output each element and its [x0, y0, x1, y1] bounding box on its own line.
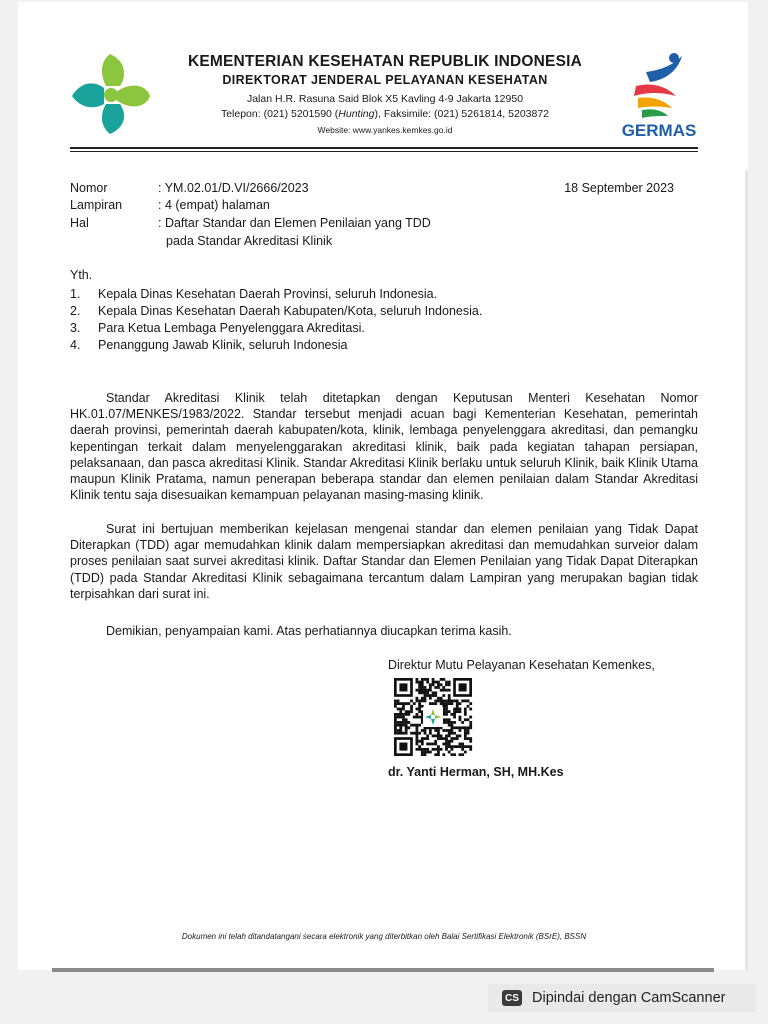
letterhead-website: Website: www.yankes.kemkes.go.id — [317, 125, 453, 135]
phone-text: Telepon: (021) 5201590 ( — [220, 108, 339, 120]
closing-sentence: Demikian, penyampaian kami. Atas perhatiannya diucapkan terima kasih. — [106, 624, 512, 638]
recipient-item — [70, 287, 437, 301]
recipient-item — [70, 338, 347, 352]
recipient-number: 4. — [70, 338, 81, 352]
electronic-signature-note: Dokumen ini telah ditandatangani secara elektronik yang diterbitkan oleh Balai Sertifikasi Elektronik (BSrE), BSSN — [181, 932, 587, 941]
camscanner-icon: CS — [502, 990, 522, 1006]
camscanner-badge — [488, 984, 756, 1012]
qr-code-signature-icon — [392, 678, 474, 756]
salutation: Yth. — [70, 268, 93, 282]
recipient-text: Kepala Dinas Kesehatan Daerah Provinsi, seluruh Indonesia. — [98, 287, 438, 301]
recipient-number: 2. — [70, 304, 81, 318]
label-lampiran: Lampiran — [70, 198, 123, 212]
letterhead-rule — [70, 147, 698, 149]
value-hal-line2: pada Standar Akreditasi Klinik — [166, 234, 333, 248]
recipient-number: 3. — [70, 321, 81, 335]
signatory-name: dr. Yanti Herman, SH, MH.Kes — [388, 765, 564, 779]
label-nomor: Nomor — [70, 181, 108, 195]
recipient-text: Para Ketua Lembaga Penyelenggara Akreditasi. — [98, 321, 365, 335]
page-bottom-bar — [52, 968, 714, 972]
letterhead-ministry: KEMENTERIAN KESEHATAN REPUBLIK INDONESIA — [187, 53, 583, 70]
value-nomor: : YM.02.01/D.VI/2666/2023 — [158, 181, 309, 195]
kemenkes-logo-icon — [70, 52, 152, 136]
body-paragraph-2: Surat ini bertujuan memberikan kejelasan mengenai standar dan elemen penilaian yang Tidak Dapat Diterapkan (TDD) agar memudahkan klinik dalam mempersiapkan akreditasi dan memudahkan surveior dalam proses penilaian saat survei akreditasi klinik. Daftar Standar dan Elemen Penilaian yang Tidak Dapat Diterapkan (TDD) pada Standar Akreditasi Klinik sebagaimana tercantum dalam Lampiran yang merupakan bagian tidak terpisahkan dari surat ini. — [70, 522, 698, 601]
camscanner-text: Dipindai dengan CamScanner — [532, 990, 726, 1006]
fax-text: ), Faksimile: (021) 5261814, 5203872 — [374, 108, 550, 120]
germas-wordmark: GERMAS — [621, 121, 697, 140]
recipient-item — [70, 304, 482, 318]
letterhead-address: Jalan H.R. Rasuna Said Blok X5 Kavling 4-9 Jakarta 12950 — [246, 93, 524, 105]
letterhead-phone — [150, 108, 620, 120]
recipient-text: Penanggung Jawab Klinik, seluruh Indonesia — [98, 338, 348, 352]
label-hal: Hal — [70, 216, 89, 230]
page-edge-shadow — [745, 170, 748, 970]
phone-hunting: Hunting — [338, 108, 375, 120]
value-lampiran: : 4 (empat) halaman — [158, 198, 270, 212]
value-hal-line1: : Daftar Standar dan Elemen Penilaian yang TDD — [158, 216, 431, 230]
signatory-title: Direktur Mutu Pelayanan Kesehatan Kemenkes, — [388, 658, 655, 672]
letterhead-directorate: DIREKTORAT JENDERAL PELAYANAN KESEHATAN — [222, 73, 548, 87]
recipient-text: Kepala Dinas Kesehatan Daerah Kabupaten/Kota, seluruh Indonesia. — [98, 304, 483, 318]
letter-date: 18 September 2023 — [564, 181, 674, 195]
letterhead-rule-thin — [70, 151, 698, 152]
body-paragraph-1: Standar Akreditasi Klinik telah ditetapkan dengan Keputusan Menteri Kesehatan Nomor HK.01.07/MENKES/1983/2022. Standar tersebut menjadi acuan bagi Kementerian Kesehatan, pemerintah daerah provinsi, pemerintah daerah kabupaten/kota, klinik, lembaga penyelenggara akreditasi, dan pemangku kepentingan terkait dalam menyelenggarakan akreditasi klinik, baik pada kegiatan tahapan persiapan, pelaksanaan, dan pasca akreditasi Klinik. Standar Akreditasi Klinik berlaku untuk seluruh Klinik, baik Klinik Utama maupun Klinik Pratama, namun penerapan beberapa standar dan elemen penilaian dalam Standar Akreditasi Klinik tentu saja disesuaikan kemampuan pelayanan masing-masing klinik. — [70, 391, 698, 503]
recipient-item — [70, 321, 365, 335]
recipient-number: 1. — [70, 287, 81, 301]
germas-logo-icon — [616, 52, 702, 142]
